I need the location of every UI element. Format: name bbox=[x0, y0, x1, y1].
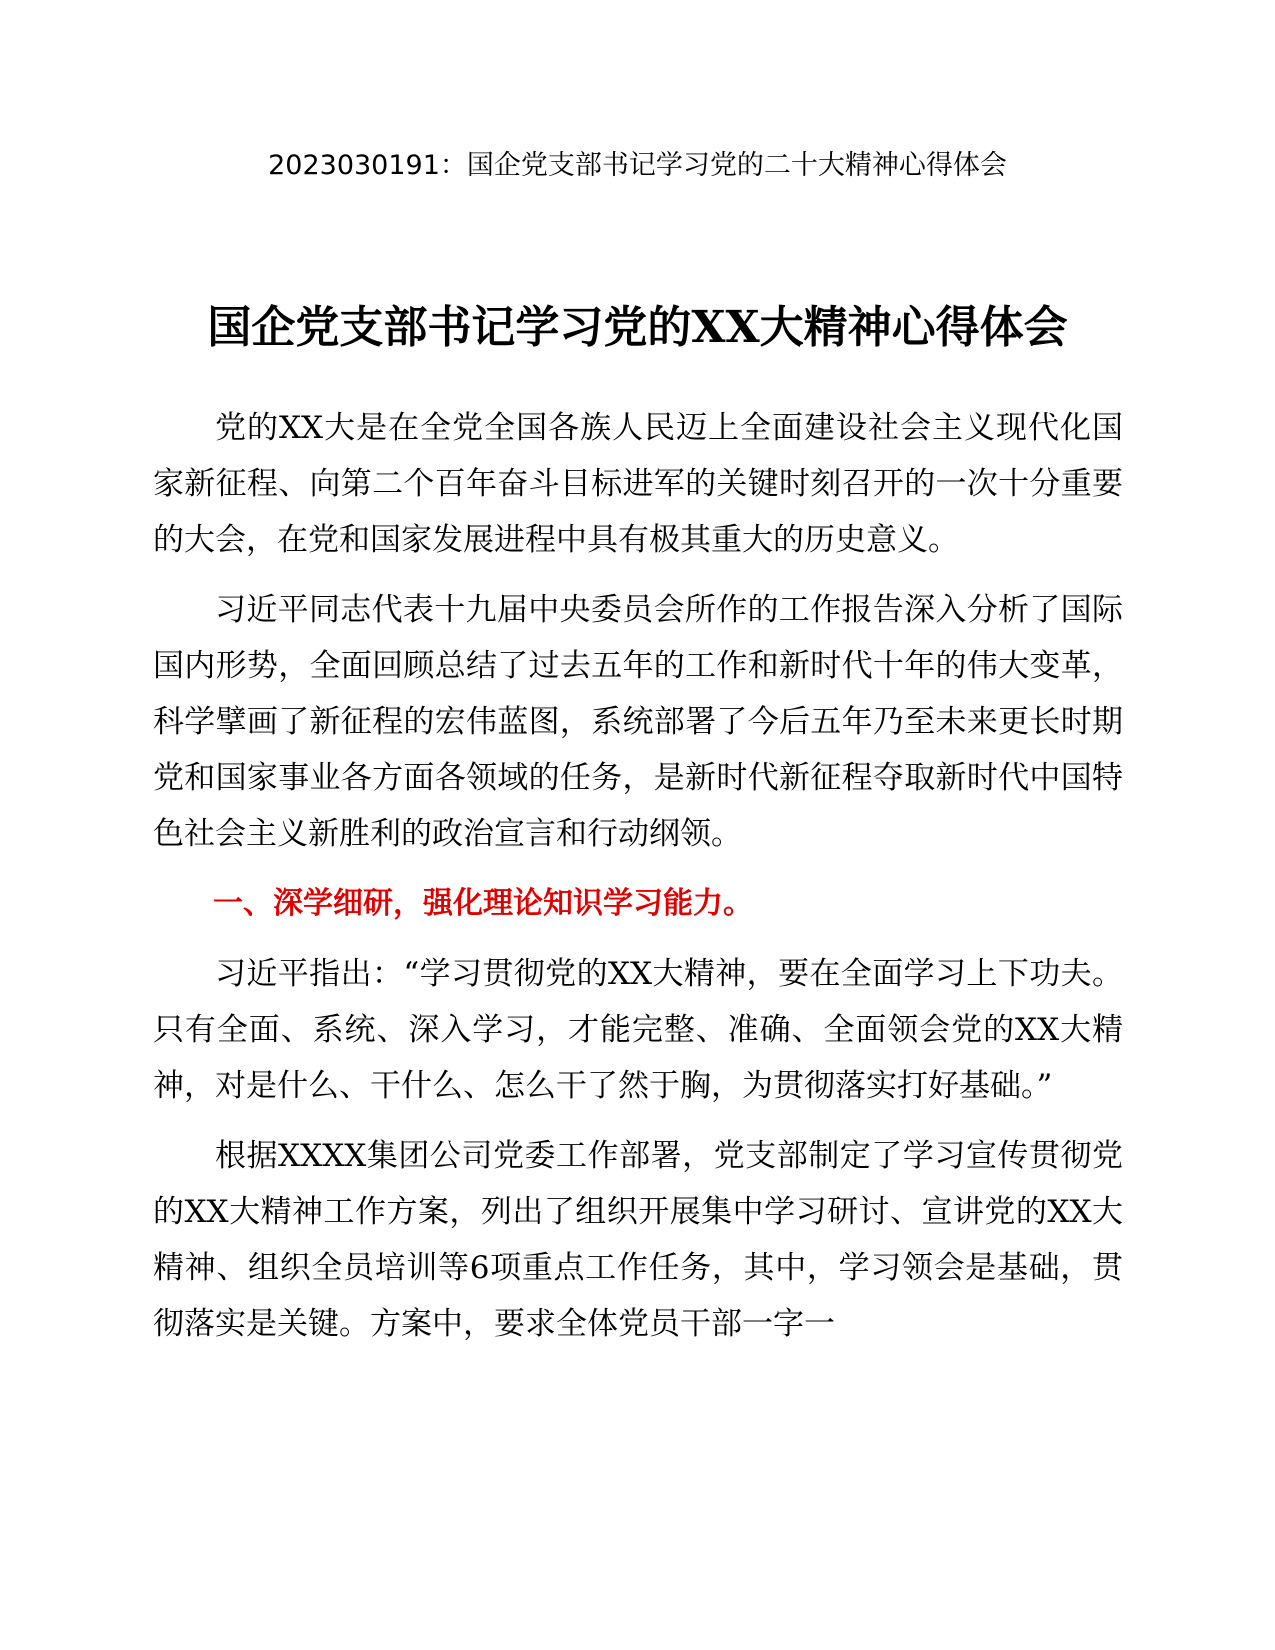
document-body bbox=[153, 400, 1123, 1366]
document-header: 2023030191：国企党支部书记学习党的二十大精神心得体会 bbox=[268, 150, 1007, 181]
body-paragraph: 习近平同志代表十九届中央委员会所作的工作报告深入分析了国际国内形势，全面回顾总结了过去五年的工作和新时代十年的伟大变革，科学擘画了新征程的宏伟蓝图，系统部署了今后五年乃至未来更长时期党和国家事业各方面各领域的任务，是新时代新征程夺取新时代中国特色社会主义新胜利的政治宣言和行动纲领。 bbox=[153, 592, 1123, 852]
document-title: 国企党支部书记学习党的XX大精神心得体会 bbox=[207, 302, 1068, 353]
body-paragraph: 根据XXXX集团公司党委工作部署，党支部制定了学习宣传贯彻党的XX大精神工作方案，列出了组织开展集中学习研讨、宣讲党的XX大精神、组织全员培训等6项重点工作任务，其中，学习领会是基础，贯彻落实是关键。方案中，要求全体党员干部一字一 bbox=[153, 1138, 1123, 1342]
body-paragraph: 党的XX大是在全党全国各族人民迈上全面建设社会主义现代化国家新征程、向第二个百年奋斗目标进军的关键时刻召开的一次十分重要的大会，在党和国家发展进程中具有极其重大的历史意义。 bbox=[153, 410, 1123, 558]
body-paragraph: 习近平指出：“学习贯彻党的XX大精神，要在全面学习上下功夫。只有全面、系统、深入学习，才能完整、准确、全面领会党的XX大精神，对是什么、干什么、怎么干了然于胸，为贯彻落实打好基础。” bbox=[153, 956, 1123, 1104]
section-heading: 一、深学细研，强化理论知识学习能力。 bbox=[213, 886, 753, 921]
